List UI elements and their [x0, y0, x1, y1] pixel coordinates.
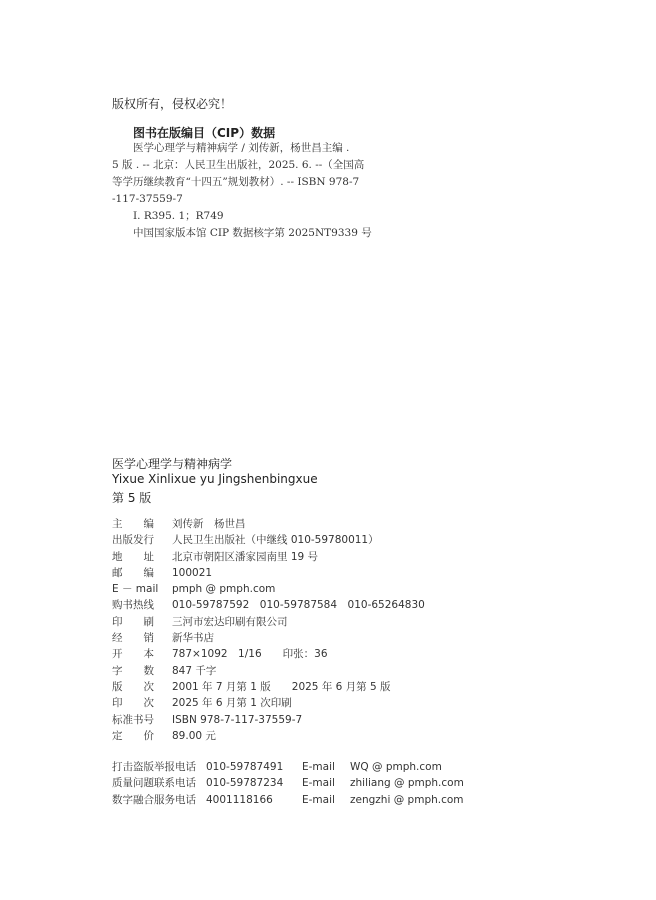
book-title-cn: 医学心理学与精神病学	[112, 457, 233, 471]
info-value: 北京市朝阳区潘家园南里 19 号	[172, 550, 319, 563]
info-value: 2001 年 7 月第 1 版 2025 年 6 月第 5 版	[172, 680, 391, 693]
cip-line: 中国国家版本馆 CIP 数据核字第 2025NT9339 号	[133, 227, 372, 239]
info-label: 印 次	[112, 697, 154, 710]
contact-email: zengzhi @ pmph.com	[350, 793, 464, 806]
info-value: 新华书店	[172, 632, 214, 645]
info-label: 印 刷	[112, 615, 154, 628]
book-title-pinyin: Yixue Xinlixue yu Jingshenbingxue	[112, 472, 318, 486]
contact-phone: 010-59787491	[206, 761, 284, 773]
info-label: 主 编	[112, 518, 154, 530]
info-value: 847 千字	[172, 664, 217, 677]
copyright-notice: 版权所有，侵权必究！	[112, 97, 233, 111]
info-value: 三河市宏达印刷有限公司	[172, 615, 288, 628]
info-row	[112, 549, 425, 565]
info-row	[112, 532, 425, 548]
info-row	[112, 679, 425, 695]
contact-email: WQ @ pmph.com	[350, 761, 442, 773]
info-label: 购书热线	[112, 599, 154, 612]
cip-line: 5 版 . -- 北京：人民卫生出版社，2025. 6. --（全国高	[112, 159, 365, 171]
info-value: 89.00 元	[172, 729, 216, 742]
info-row	[112, 565, 425, 581]
info-label: 标准书号	[112, 713, 154, 726]
info-row	[112, 614, 425, 630]
cip-block	[112, 140, 412, 242]
book-edition: 第 5 版	[112, 491, 152, 505]
info-label: 开 本	[112, 648, 154, 661]
info-value: 010-59787592 010-59787584 010-65264830	[172, 599, 425, 612]
contact-phone: 4001118166	[206, 793, 273, 806]
info-label: 出版发行	[112, 534, 154, 547]
info-label: 经 销	[112, 632, 154, 645]
contact-label: 数字融合服务电话	[112, 793, 196, 806]
info-label: 地 址	[112, 550, 154, 563]
info-label: 版 次	[112, 680, 154, 693]
info-row	[112, 728, 425, 744]
info-row	[112, 516, 425, 532]
info-label: E － mail	[112, 583, 159, 596]
cip-line: -117-37559-7	[112, 193, 183, 205]
cip-line: Ⅰ. R395. 1；R749	[133, 210, 224, 222]
contact-email-label: E-mail	[302, 777, 335, 790]
info-row	[112, 663, 425, 679]
contact-email-label: E-mail	[302, 761, 335, 773]
contact-email: zhiliang @ pmph.com	[350, 777, 464, 790]
info-label: 邮 编	[112, 566, 154, 579]
info-row	[112, 581, 425, 597]
info-label: 定 价	[112, 729, 154, 742]
info-row	[112, 646, 425, 662]
info-row	[112, 695, 425, 711]
contact-label: 打击盗版举报电话	[112, 761, 196, 773]
info-row	[112, 597, 425, 613]
contact-email-label: E-mail	[302, 793, 335, 806]
info-label: 字 数	[112, 664, 154, 677]
info-value: 100021	[172, 566, 213, 579]
info-value: 刘传新 杨世昌	[172, 518, 246, 530]
info-value: 787×1092 1/16 印张：36	[172, 648, 328, 661]
info-value: 人民卫生出版社（中继线 010-59780011）	[172, 534, 379, 547]
info-value: pmph @ pmph.com	[172, 583, 276, 596]
contact-phone: 010-59787234	[206, 777, 284, 790]
cip-line: 等学历继续教育“十四五”规划教材）. -- ISBN 978-7	[112, 176, 360, 188]
info-value: ISBN 978-7-117-37559-7	[172, 713, 303, 726]
info-row	[112, 712, 425, 728]
cip-line: 医学心理学与精神病学 / 刘传新，杨世昌主编 .	[133, 142, 350, 154]
cip-title: 图书在版编目（CIP）数据	[133, 126, 276, 140]
info-value: 2025 年 6 月第 1 次印刷	[172, 697, 292, 710]
contact-label: 质量问题联系电话	[112, 777, 196, 790]
info-row	[112, 630, 425, 646]
publication-info	[112, 516, 425, 744]
